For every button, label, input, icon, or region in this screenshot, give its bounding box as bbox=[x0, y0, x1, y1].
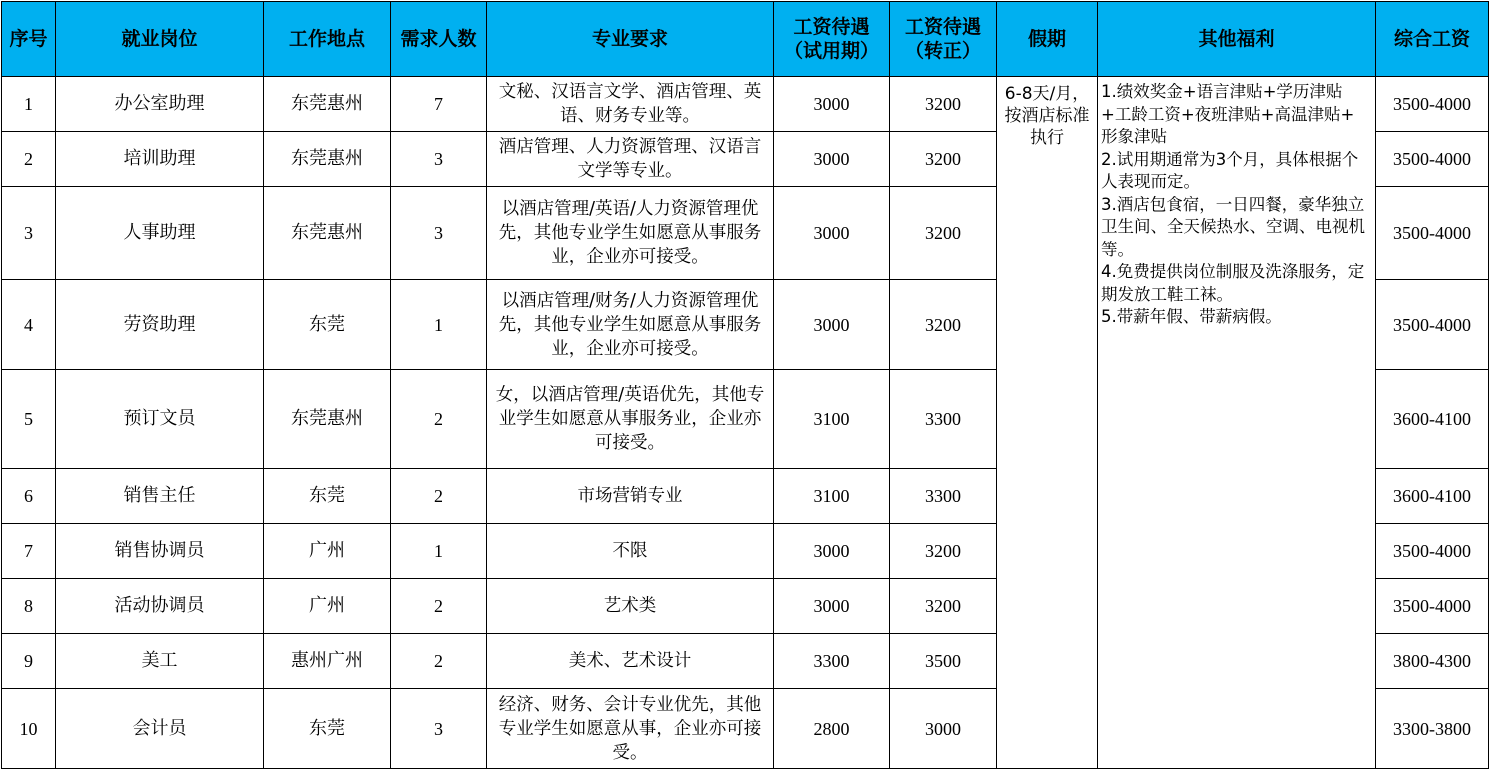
cell-position: 会计员 bbox=[56, 689, 264, 769]
cell-requirement: 艺术类 bbox=[487, 579, 774, 634]
cell-location: 东莞 bbox=[264, 280, 391, 370]
cell-salary-regular: 3200 bbox=[890, 77, 997, 132]
cell-count: 1 bbox=[391, 524, 487, 579]
header-count: 需求人数 bbox=[391, 2, 487, 77]
cell-no: 4 bbox=[2, 280, 56, 370]
cell-holiday: 6-8天/月，按酒店标准执行 bbox=[997, 77, 1098, 769]
cell-no: 7 bbox=[2, 524, 56, 579]
cell-salary-trial: 3000 bbox=[774, 280, 890, 370]
cell-requirement: 以酒店管理/财务/人力资源管理优先，其他专业学生如愿意从事服务业，企业亦可接受。 bbox=[487, 280, 774, 370]
cell-location: 东莞 bbox=[264, 689, 391, 769]
cell-salary-regular: 3000 bbox=[890, 689, 997, 769]
cell-total: 3500-4000 bbox=[1376, 280, 1489, 370]
cell-position: 人事助理 bbox=[56, 187, 264, 280]
header-location: 工作地点 bbox=[264, 2, 391, 77]
cell-total: 3300-3800 bbox=[1376, 689, 1489, 769]
header-no: 序号 bbox=[2, 2, 56, 77]
cell-count: 7 bbox=[391, 77, 487, 132]
cell-salary-regular: 3200 bbox=[890, 579, 997, 634]
cell-salary-trial: 3100 bbox=[774, 370, 890, 469]
header-salary-trial bbox=[774, 2, 890, 77]
cell-requirement: 女，以酒店管理/英语优先，其他专业学生如愿意从事服务业，企业亦可接受。 bbox=[487, 370, 774, 469]
header-salary-trial-line1: 工资待遇 bbox=[793, 16, 870, 38]
cell-location: 东莞 bbox=[264, 469, 391, 524]
benefit-item: 5.带薪年假、带薪病假。 bbox=[1101, 307, 1282, 326]
cell-salary-regular: 3500 bbox=[890, 634, 997, 689]
table-row bbox=[2, 77, 1489, 132]
cell-count: 2 bbox=[391, 370, 487, 469]
cell-position: 劳资助理 bbox=[56, 280, 264, 370]
cell-no: 2 bbox=[2, 132, 56, 187]
cell-requirement: 市场营销专业 bbox=[487, 469, 774, 524]
cell-position: 销售主任 bbox=[56, 469, 264, 524]
cell-salary-trial: 3300 bbox=[774, 634, 890, 689]
cell-requirement: 以酒店管理/英语/人力资源管理优先，其他专业学生如愿意从事服务业，企业亦可接受。 bbox=[487, 187, 774, 280]
cell-no: 6 bbox=[2, 469, 56, 524]
header-holiday: 假期 bbox=[997, 2, 1098, 77]
cell-location: 东莞惠州 bbox=[264, 77, 391, 132]
header-salary-trial-line2: （试用期） bbox=[783, 40, 879, 62]
cell-position: 办公室助理 bbox=[56, 77, 264, 132]
cell-location: 惠州广州 bbox=[264, 634, 391, 689]
cell-salary-regular: 3300 bbox=[890, 469, 997, 524]
cell-requirement: 文秘、汉语言文学、酒店管理、英语、财务专业等。 bbox=[487, 77, 774, 132]
cell-total: 3500-4000 bbox=[1376, 77, 1489, 132]
cell-no: 1 bbox=[2, 77, 56, 132]
cell-location: 东莞惠州 bbox=[264, 132, 391, 187]
cell-salary-trial: 3000 bbox=[774, 187, 890, 280]
header-total: 综合工资 bbox=[1376, 2, 1489, 77]
cell-no: 3 bbox=[2, 187, 56, 280]
cell-salary-regular: 3300 bbox=[890, 370, 997, 469]
cell-no: 10 bbox=[2, 689, 56, 769]
cell-salary-trial: 3000 bbox=[774, 579, 890, 634]
cell-salary-regular: 3200 bbox=[890, 132, 997, 187]
cell-position: 预订文员 bbox=[56, 370, 264, 469]
header-salary-regular-line2: （转正） bbox=[904, 40, 981, 62]
header-requirement: 专业要求 bbox=[487, 2, 774, 77]
benefit-item: 3.酒店包食宿，一日四餐，豪华独立卫生间、全天候热水、空调、电视机等。 bbox=[1101, 194, 1365, 259]
cell-salary-trial: 2800 bbox=[774, 689, 890, 769]
cell-total: 3500-4000 bbox=[1376, 524, 1489, 579]
cell-position: 培训助理 bbox=[56, 132, 264, 187]
cell-location: 东莞惠州 bbox=[264, 187, 391, 280]
cell-count: 3 bbox=[391, 132, 487, 187]
cell-requirement: 不限 bbox=[487, 524, 774, 579]
cell-no: 5 bbox=[2, 370, 56, 469]
cell-position: 美工 bbox=[56, 634, 264, 689]
cell-location: 广州 bbox=[264, 524, 391, 579]
cell-total: 3600-4100 bbox=[1376, 370, 1489, 469]
header-position: 就业岗位 bbox=[56, 2, 264, 77]
cell-salary-regular: 3200 bbox=[890, 280, 997, 370]
benefit-item: 1.绩效奖金+语言津贴+学历津贴+工龄工资+夜班津贴+高温津贴+ 形象津贴 bbox=[1101, 82, 1355, 146]
cell-salary-trial: 3100 bbox=[774, 469, 890, 524]
cell-position: 销售协调员 bbox=[56, 524, 264, 579]
cell-no: 8 bbox=[2, 579, 56, 634]
header-row bbox=[2, 2, 1489, 77]
cell-total: 3600-4100 bbox=[1376, 469, 1489, 524]
cell-salary-regular: 3200 bbox=[890, 524, 997, 579]
cell-position: 活动协调员 bbox=[56, 579, 264, 634]
cell-count: 2 bbox=[391, 634, 487, 689]
cell-location: 广州 bbox=[264, 579, 391, 634]
cell-benefits bbox=[1098, 77, 1376, 769]
cell-requirement: 美术、艺术设计 bbox=[487, 634, 774, 689]
cell-no: 9 bbox=[2, 634, 56, 689]
cell-salary-trial: 3000 bbox=[774, 132, 890, 187]
cell-total: 3500-4000 bbox=[1376, 579, 1489, 634]
cell-total: 3500-4000 bbox=[1376, 132, 1489, 187]
cell-location: 东莞惠州 bbox=[264, 370, 391, 469]
cell-count: 3 bbox=[391, 689, 487, 769]
benefit-item: 2.试用期通常为3个月，具体根据个人表现而定。 bbox=[1101, 149, 1359, 191]
cell-salary-trial: 3000 bbox=[774, 77, 890, 132]
benefit-item: 4.免费提供岗位制服及洗涤服务，定期发放工鞋工袜。 bbox=[1101, 262, 1365, 304]
cell-requirement: 酒店管理、人力资源管理、汉语言文学等专业。 bbox=[487, 132, 774, 187]
header-salary-regular-line1: 工资待遇 bbox=[904, 16, 981, 38]
cell-salary-trial: 3000 bbox=[774, 524, 890, 579]
cell-count: 2 bbox=[391, 579, 487, 634]
cell-salary-regular: 3200 bbox=[890, 187, 997, 280]
cell-total: 3500-4000 bbox=[1376, 187, 1489, 280]
cell-count: 1 bbox=[391, 280, 487, 370]
recruitment-table bbox=[1, 1, 1489, 769]
header-salary-regular bbox=[890, 2, 997, 77]
header-benefits: 其他福利 bbox=[1098, 2, 1376, 77]
cell-count: 3 bbox=[391, 187, 487, 280]
cell-total: 3800-4300 bbox=[1376, 634, 1489, 689]
cell-count: 2 bbox=[391, 469, 487, 524]
cell-requirement: 经济、财务、会计专业优先，其他专业学生如愿意从事，企业亦可接受。 bbox=[487, 689, 774, 769]
